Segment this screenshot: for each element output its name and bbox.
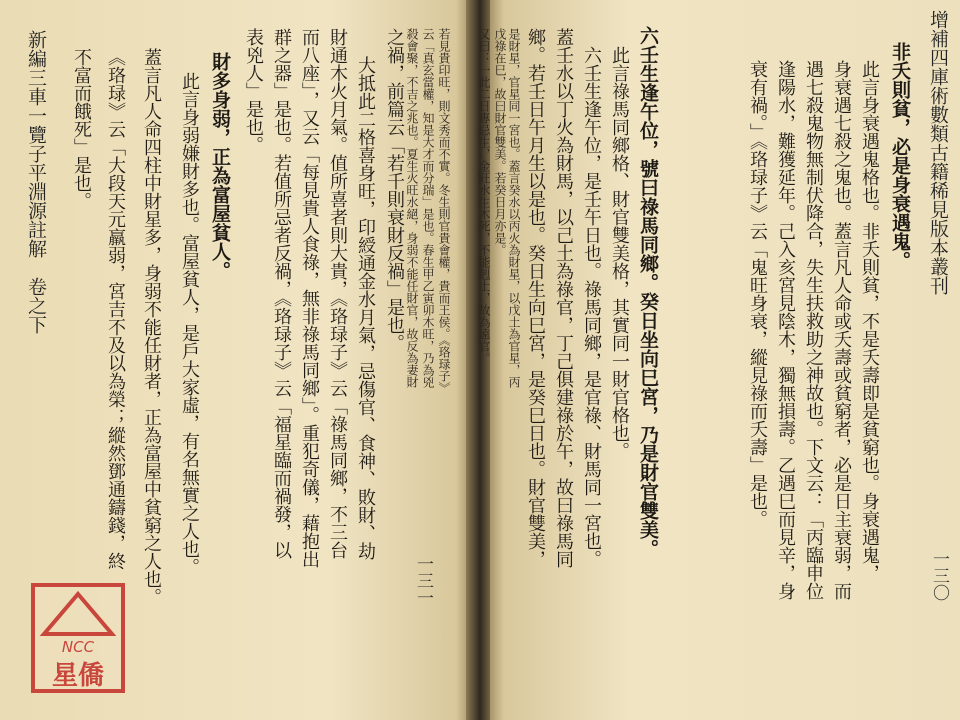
left-page-number: 一三一 — [413, 555, 433, 606]
left-page — [0, 0, 470, 720]
right-section-title: 六壬生逢午位，號曰祿馬同鄉。癸日坐向巳宮，乃是財官雙美。 — [637, 26, 659, 558]
right-text-column: 鄉。若壬日午月生以是也。癸日生向巳宮，是癸巳日也。財官雙美， — [525, 28, 546, 568]
right-text-column: 此言身衰遇鬼格也。非夭則貧，不是夭壽即是貧窮也。身衰遇鬼， — [859, 60, 880, 582]
left-section-title: 財多身弱，正為富屋貧人。 — [209, 52, 231, 280]
right-running-header: 增補四庫術數類古籍稀見版本叢刊 — [927, 10, 949, 295]
left-text-column: 而八座」，又云「每見貴人食祿，無非祿馬同鄉」。重犯奇儀，藉抱出 — [299, 28, 320, 568]
seal-line1: NCC — [61, 638, 95, 656]
right-text-column: 此言祿馬同鄉格、財官雙美格，其實同一財官格也。 — [609, 46, 630, 460]
right-text-column: 遇七殺鬼物無制伏降合，失生扶救助之神故也。下文云：「丙臨申位 — [803, 60, 824, 600]
left-text-column: 表兇人」是也。 — [243, 28, 264, 154]
right-note-column: 戊祿在巳，故曰財官雙美。若癸日月亦是。 — [493, 28, 507, 256]
left-note-column: 云「真玄當權，知是大才而分瑞」是也。春生甲乙寅卯木旺，乃為兇 — [421, 28, 435, 388]
left-note-column: 若見貴印旺，則文秀而不實。冬生則官貴會權，貴而王侯。《珞琭子》 — [437, 28, 451, 394]
left-running-footer: 新編三車一覽子平淵源註解 卷之下 — [25, 30, 47, 334]
right-text-column: 蓋壬水以丁火為財馬，以己土為祿官，丁己俱建祿於午，故曰祿馬同 — [553, 28, 574, 568]
left-text-column: 此言身弱嫌財多也。富屋貧人，是戶大家虛，有名無實之人也。 — [179, 72, 200, 576]
right-page — [477, 0, 960, 720]
right-text-column: 身衰遇七殺之鬼也。蓋言凡人命或夭壽或貧窮者，必是日主衰弱，而 — [831, 60, 852, 600]
left-text-column: 財通木火月氣。值所喜者則大貴，《珞琭子》云「祿馬同鄉，不三台 — [327, 28, 348, 559]
left-text-column: 之禍，前篇云「若千則衰財反禍」是也。 — [384, 28, 405, 352]
right-note-column: 是財星，官星同一宮也。蓋言癸水以丙火為財星，以戊土為官星，丙 — [507, 28, 521, 388]
right-page-number: 一三〇 — [929, 550, 949, 601]
right-text-column: 衰有禍。」《珞琭子》云「鬼旺身衰，縱見祿而夭壽」是也。 — [747, 60, 768, 528]
left-text-column: 群之器」是也。若值所忌者反禍，《珞琭子》云「福星臨而禍發，以 — [271, 28, 292, 559]
right-note-column: 又曰：一此二日專忌生，金旺水生木死，不能剋土，故為遠官。 — [477, 28, 491, 364]
left-text-column: 蓋言凡人命四柱中財星多，身弱不能任財者，正為富屋中貧窮之人也。 — [141, 48, 162, 606]
publisher-seal — [30, 582, 126, 694]
right-text-column: 逢陽水，難獲延年。己入亥宮見陰木，獨無損壽。乙遇巳而見辛，身 — [775, 60, 796, 600]
right-text-column: 六壬生逢午位，是壬午日也。祿馬同鄉，是官祿、財馬同一宮也。 — [581, 46, 602, 568]
left-text-column: 大抵此二格喜身旺，印綬通金水月氣，忌傷官、食神、敗財、劫 — [355, 56, 376, 560]
left-note-column: 殺會聚，不吉之兆也。夏生火旺水絕，身弱不能任財官，故反為妻財 — [405, 28, 419, 388]
left-text-column: 不富而餓死」是也。 — [71, 48, 92, 210]
seal-line2: 星僑 — [51, 661, 105, 691]
left-text-column: 《珞琭》云「大段天元羸弱，宮吉不及以為榮；縱然鄧通鑄錢，終 — [105, 48, 126, 570]
right-section-title: 非夭則貧，必是身衰遇鬼。 — [889, 42, 911, 270]
